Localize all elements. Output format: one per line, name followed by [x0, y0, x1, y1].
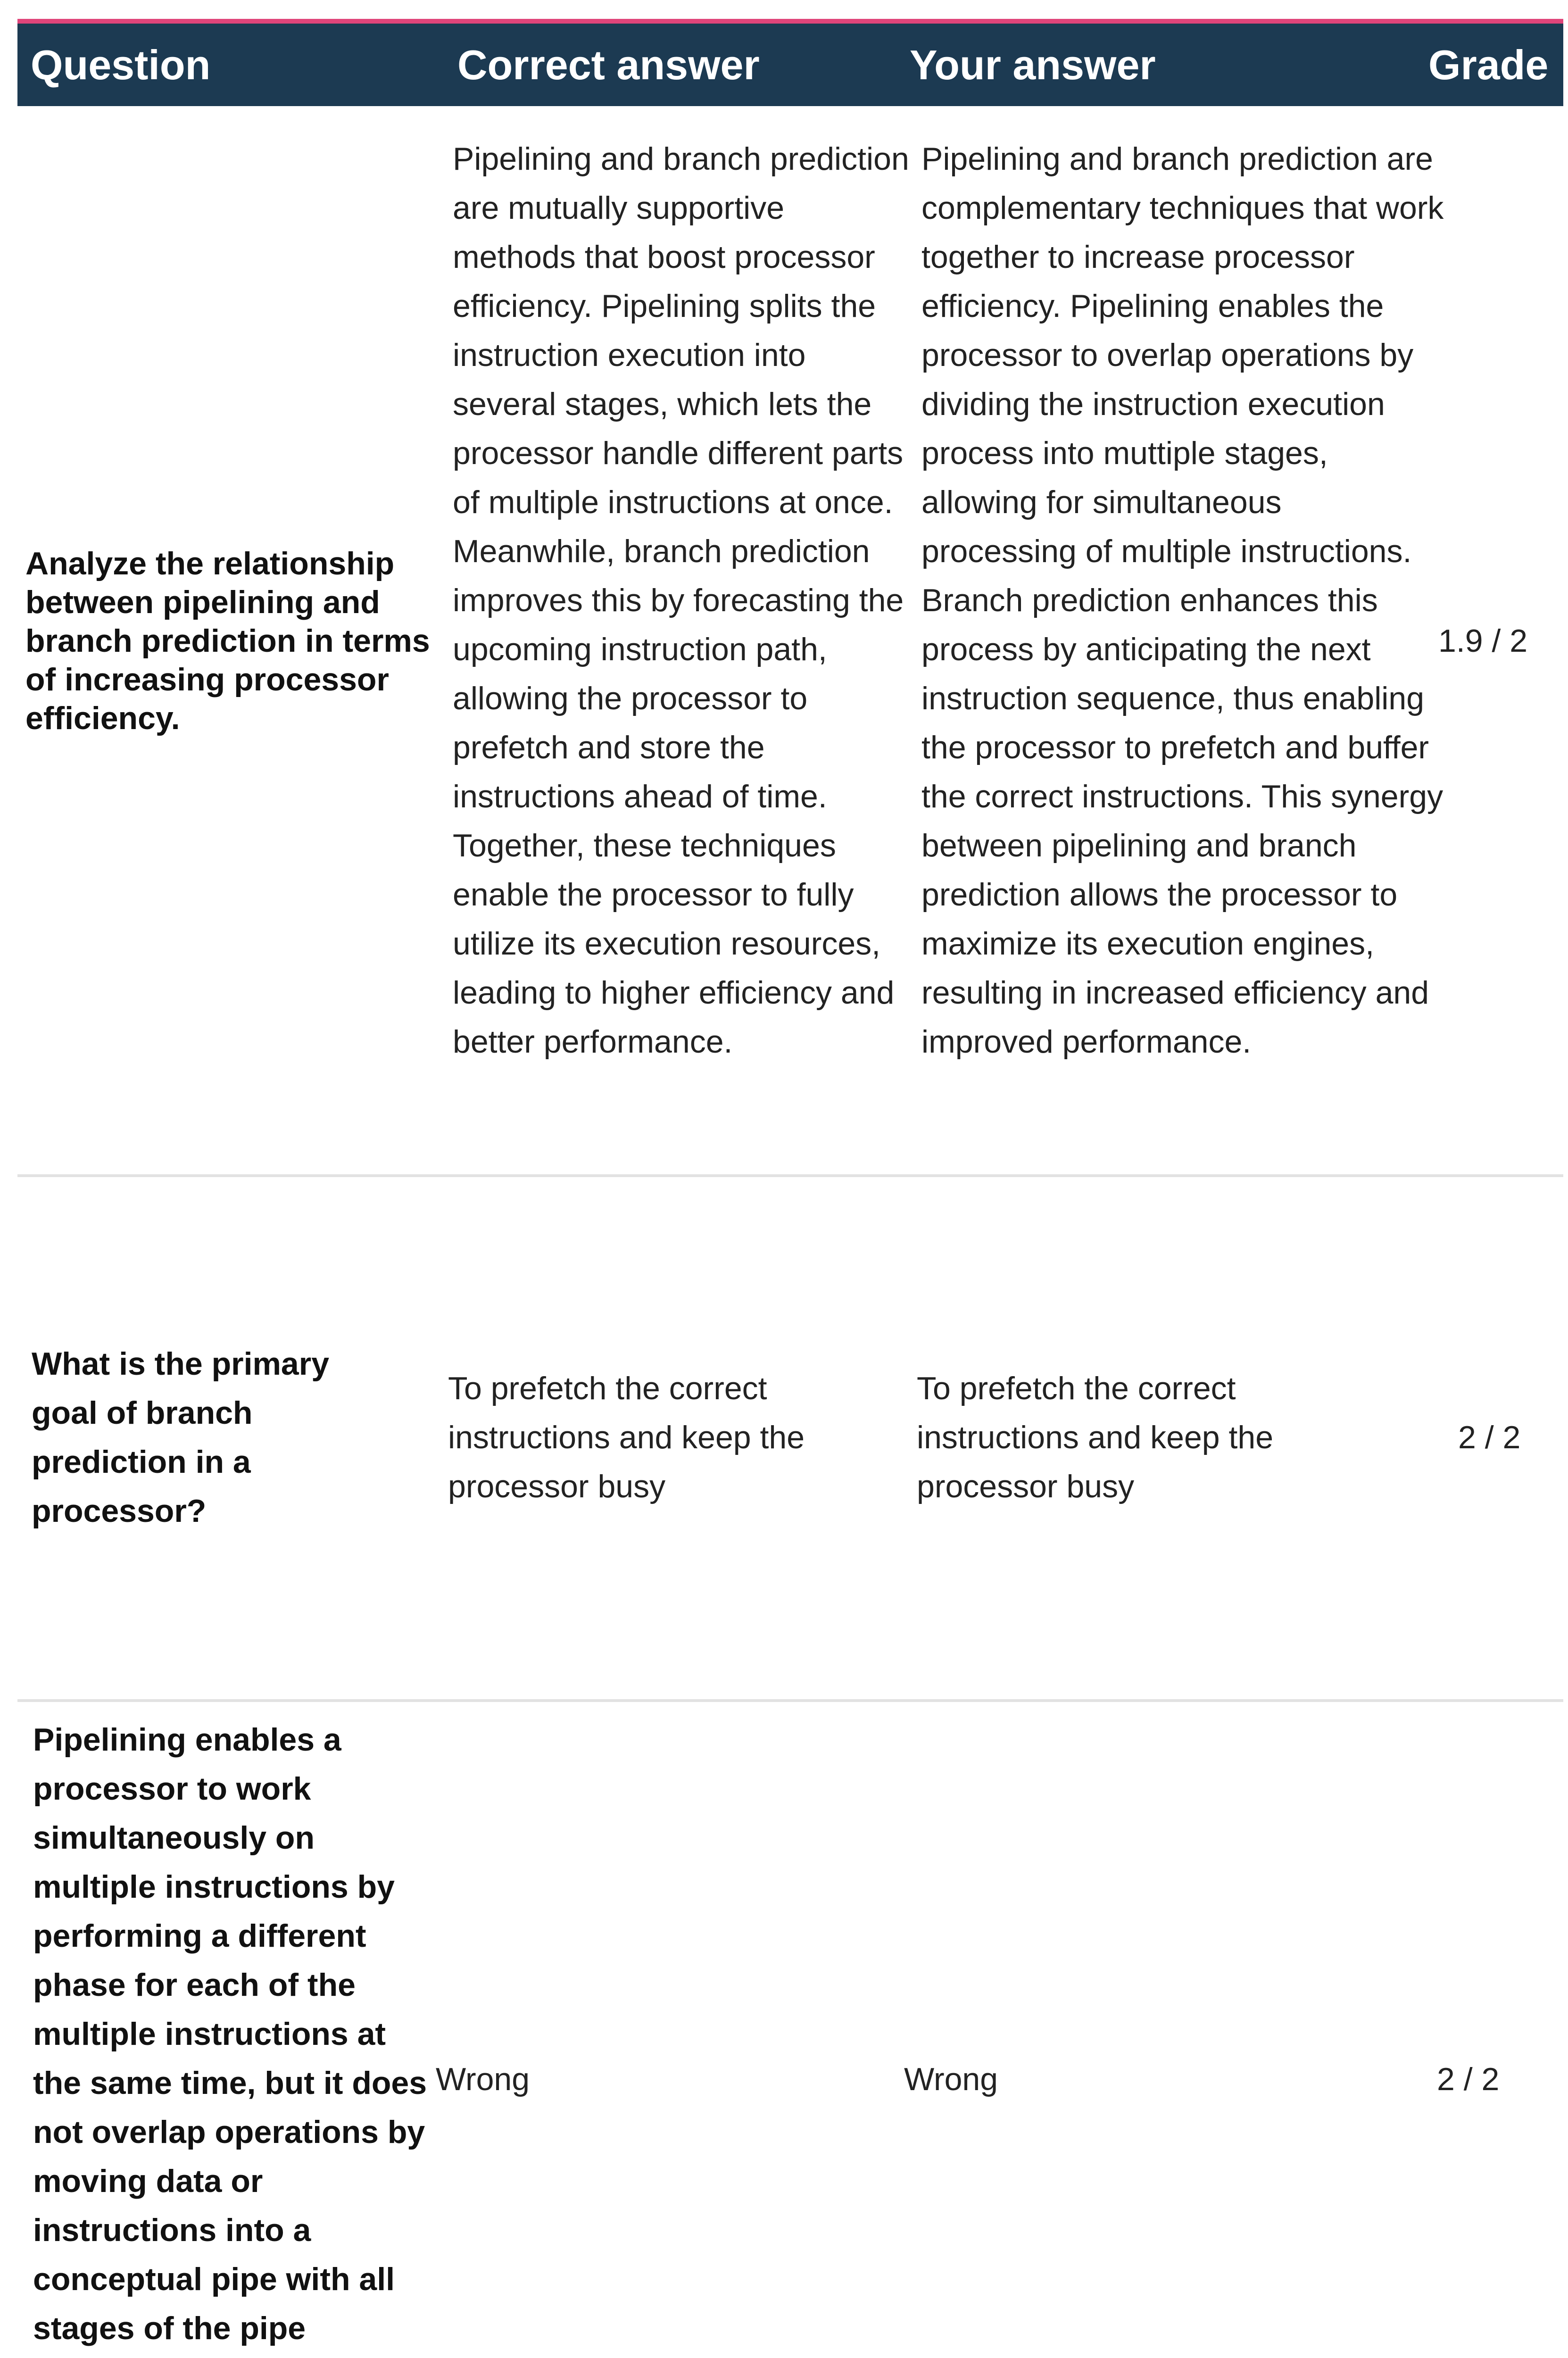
grade-value: 1.9 / 2 [1438, 623, 1528, 659]
your-answer-text: Wrong [904, 2061, 998, 2097]
table-header [17, 24, 1563, 106]
grade-value: 2 / 2 [1458, 1420, 1521, 1455]
table-row [17, 106, 1563, 1176]
question-cell [25, 106, 440, 1176]
your-answer-cell [904, 1702, 998, 2358]
grade-cell [1437, 1702, 1499, 2358]
grade-cell [1438, 106, 1527, 1176]
your-answer-cell: Pipelining and branch prediction are complementary techniques that work together to increase processor efficiency. Pipelining enables the processor to overlap operations by dividing the instruction execution process into muttiple stages, allowing for simultaneous processing of multiple instructions. Branch prediction enhances this process by anticipating the next instruction sequence, thus enabling the processor to prefetch and buffer the correct instructions. This synergy between pipelining and branch prediction allows the processor to maximize its execution engines, resulting in increased efficiency and improved performance. [921, 141, 1444, 1060]
correct-answer-text: Wrong [436, 2061, 530, 2097]
correct-answer-cell [448, 1177, 872, 1698]
question-text: Analyze the relationship between pipelining and branch prediction in terms of increasing processor efficiency. [25, 546, 430, 736]
correct-answer-cell [436, 1702, 530, 2358]
header-correct-answer: Correct answer [457, 42, 760, 88]
question-cell [32, 1177, 390, 1698]
table-row [17, 1702, 1563, 2358]
header-grade: Grade [1428, 42, 1549, 88]
correct-answer-text: To prefetch the correct instructions and keep the processor busy [448, 1370, 805, 1504]
your-answer-text: To prefetch the correct instructions and keep the processor busy [917, 1370, 1274, 1504]
your-answer-cell [917, 1177, 1341, 1698]
table-row [17, 1177, 1563, 1698]
question-cell: Pipelining enables a processor to work simultaneously on multiple instructions by performing a different phase for each of the multiple instructions at the same time, but it does not overlap operations by moving data or instructions into a conceptual pipe with all stages of the pipe [33, 1722, 427, 2346]
header-accent-line [17, 19, 1563, 24]
header-question: Question [31, 42, 211, 88]
question-text: What is the primary goal of branch prediction in a processor? [32, 1346, 330, 1529]
grade-value: 2 / 2 [1437, 2061, 1500, 2097]
correct-answer-cell: Pipelining and branch prediction are mutually supportive methods that boost processor efficiency. Pipelining splits the instruction execution into several stages, which lets the processor handle different parts of multiple instructions at once. Meanwhile, branch prediction improves this by forecasting the upcoming instruction path, allowing the processor to prefetch and store the instructions ahead of time. Together, these techniques enable the processor to fully utilize its execution resources, leading to higher efficiency and better performance. [453, 141, 909, 1060]
grade-cell [1458, 1177, 1520, 1698]
header-your-answer: Your answer [910, 42, 1156, 88]
